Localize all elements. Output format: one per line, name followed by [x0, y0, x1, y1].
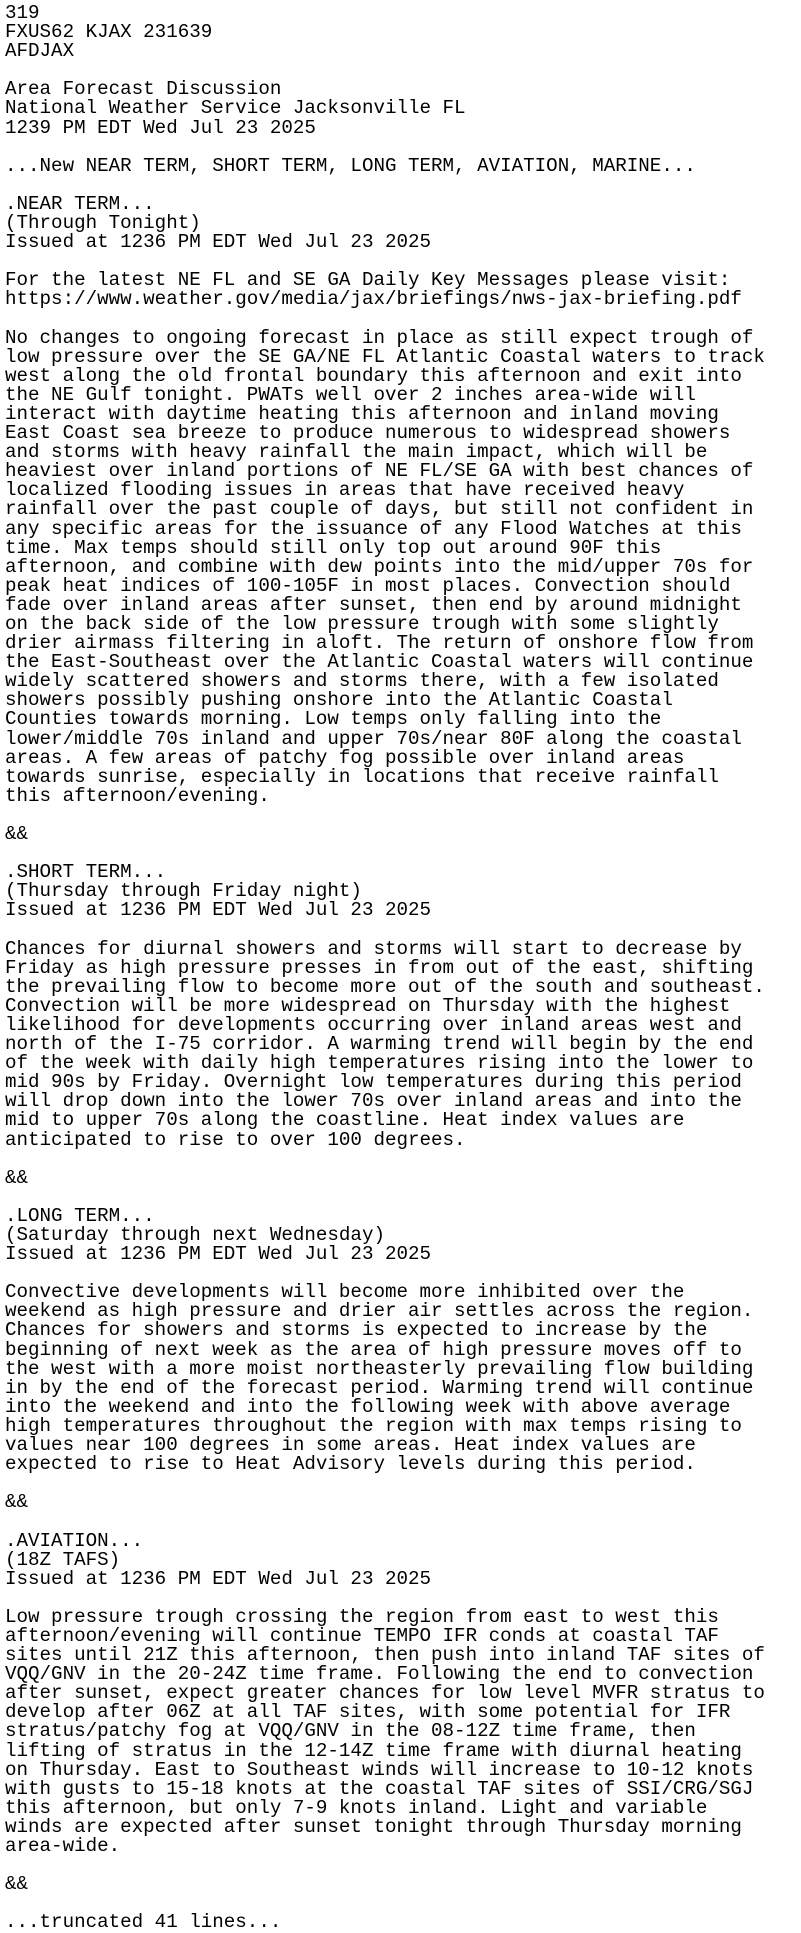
text-line: && [5, 1873, 29, 1896]
text-line: 1239 PM EDT Wed Jul 23 2025 [5, 116, 316, 139]
text-line: will drop down into the lower 70s over inland areas and into the [5, 1090, 742, 1113]
text-line: and storms with heavy rainfall the main impact, which will be [5, 441, 708, 464]
text-line: Issued at 1236 PM EDT Wed Jul 23 2025 [5, 231, 432, 254]
text-line: with gusts to 15-18 knots at the coastal TAF sites of SSI/CRG/SGJ [5, 1777, 754, 1800]
text-line: .LONG TERM... [5, 1204, 155, 1227]
text-line: beginning of next week as the area of high pressure moves off to [5, 1338, 742, 1361]
text-line: the NE Gulf tonight. PWATs well over 2 inches area-wide will [5, 383, 696, 406]
text-line: high temperatures throughout the region with max temps rising to [5, 1414, 742, 1437]
text-line: Friday as high pressure presses in from out of the east, shifting [5, 956, 754, 979]
text-line: mid 90s by Friday. Overnight low temperatures during this period [5, 1071, 742, 1094]
text-line: For the latest NE FL and SE GA Daily Key Messages please visit: [5, 269, 731, 292]
text-line: weekend as high pressure and drier air settles across the region. [5, 1300, 754, 1323]
text-line: this afternoon, but only 7-9 knots inland. Light and variable [5, 1796, 708, 1819]
text-line: area-wide. [5, 1835, 121, 1857]
text-line: any specific areas for the issuance of any Flood Watches at this [5, 517, 742, 540]
text-line: the prevailing flow to become more out of the south and southeast. [5, 975, 765, 998]
text-line: && [5, 1166, 29, 1189]
text-line: on Thursday. East to Southeast winds will increase to 10-12 knots [5, 1758, 754, 1781]
text-line: north of the I-75 corridor. A warming trend will begin by the end [5, 1033, 754, 1056]
text-line: https://www.weather.gov/media/jax/briefings/nws-jax-briefing.pdf [5, 288, 742, 311]
text-line: (Saturday through next Wednesday) [5, 1224, 385, 1246]
text-line: (18Z TAFS) [5, 1548, 121, 1571]
text-line: localized flooding issues in areas that have received heavy [5, 479, 685, 502]
text-line: sites until 21Z this afternoon, then push into inland TAF sites of [5, 1644, 765, 1667]
text-line: the East-Southeast over the Atlantic Coastal waters will continue [5, 651, 754, 674]
text-line: No changes to ongoing forecast in place as still expect trough of [5, 326, 754, 349]
text-line: Chances for showers and storms is expected to increase by the [5, 1319, 708, 1342]
text-line: winds are expected after sunset tonight through Thursday morning [5, 1815, 742, 1838]
text-line: likelihood for developments occurring over inland areas west and [5, 1013, 742, 1036]
text-line: Chances for diurnal showers and storms will start to decrease by [5, 937, 742, 960]
text-line: AFDJAX [5, 40, 75, 63]
text-line: time. Max temps should still only top out around 90F this [5, 536, 662, 559]
text-line: fade over inland areas after sunset, then end by around midnight [5, 593, 742, 616]
text-line: FXUS62 KJAX 231639 [5, 21, 213, 44]
text-line: this afternoon/evening. [5, 784, 270, 807]
text-line: .SHORT TERM... [5, 861, 167, 884]
text-line: heaviest over inland portions of NE FL/SE GA with best chances of [5, 460, 754, 483]
text-line: develop after 06Z at all TAF sites, with some potential for IFR [5, 1701, 731, 1724]
text-line: Low pressure trough crossing the region from east to west this [5, 1605, 719, 1628]
text-line: interact with daytime heating this afternoon and inland moving [5, 402, 719, 425]
text-line: widely scattered showers and storms there, with a few isolated [5, 670, 719, 693]
text-line: on the back side of the low pressure trough with some slightly [5, 613, 719, 635]
text-line: && [5, 823, 29, 846]
text-line: Convective developments will become more inhibited over the [5, 1281, 685, 1304]
text-line: Issued at 1236 PM EDT Wed Jul 23 2025 [5, 1567, 432, 1590]
text-line: low pressure over the SE GA/NE FL Atlantic Coastal waters to track [5, 345, 765, 368]
text-line: East Coast sea breeze to produce numerous to widespread showers [5, 422, 731, 445]
text-line: Convection will be more widespread on Thursday with the highest [5, 994, 731, 1017]
text-line: 319 [5, 2, 40, 24]
text-line: rainfall over the past couple of days, but still not confident in [5, 498, 754, 521]
text-line: afternoon, and combine with dew points into the mid/upper 70s for [5, 555, 754, 578]
text-line: && [5, 1491, 29, 1514]
text-line: .NEAR TERM... [5, 192, 155, 215]
text-line: towards sunrise, especially in locations that receive rainfall [5, 765, 719, 788]
text-line: the west with a more moist northeasterly prevailing flow building [5, 1357, 754, 1380]
text-line: values near 100 degrees in some areas. Heat index values are [5, 1434, 696, 1457]
text-line: (Thursday through Friday night) [5, 880, 362, 903]
text-line: ...truncated 41 lines... [5, 1911, 282, 1933]
text-line: west along the old frontal boundary this afternoon and exit into [5, 364, 742, 387]
text-line: VQQ/GNV in the 20-24Z time frame. Following the end to convection [5, 1663, 754, 1686]
text-line: Area Forecast Discussion [5, 78, 282, 101]
text-line: drier airmass filtering in aloft. The return of onshore flow from [5, 632, 754, 655]
text-line: after sunset, expect greater chances for low level MVFR stratus to [5, 1682, 765, 1705]
text-line: mid to upper 70s along the coastline. Heat index values are [5, 1109, 685, 1132]
text-line: (Through Tonight) [5, 212, 201, 235]
text-line: anticipated to rise to over 100 degrees. [5, 1128, 466, 1151]
text-line: peak heat indices of 100-105F in most places. Convection should [5, 574, 731, 597]
text-line: Issued at 1236 PM EDT Wed Jul 23 2025 [5, 1243, 432, 1266]
text-line: stratus/patchy fog at VQQ/GNV in the 08-12Z time frame, then [5, 1720, 696, 1743]
text-line: ...New NEAR TERM, SHORT TERM, LONG TERM, AVIATION, MARINE... [5, 154, 696, 177]
text-line: lifting of stratus in the 12-14Z time frame with diurnal heating [5, 1739, 742, 1762]
text-line: in by the end of the forecast period. Warming trend will continue [5, 1376, 754, 1399]
text-line: Issued at 1236 PM EDT Wed Jul 23 2025 [5, 899, 432, 922]
text-line: areas. A few areas of patchy fog possible over inland areas [5, 746, 685, 769]
text-line: .AVIATION... [5, 1529, 144, 1552]
text-line: of the week with daily high temperatures rising into the lower to [5, 1052, 754, 1075]
text-line: showers possibly pushing onshore into the Atlantic Coastal [5, 689, 673, 712]
text-line: into the weekend and into the following week with above average [5, 1395, 731, 1418]
text-line: expected to rise to Heat Advisory levels during this period. [5, 1453, 696, 1476]
text-line: afternoon/evening will continue TEMPO IFR conds at coastal TAF [5, 1624, 719, 1647]
text-line: Counties towards morning. Low temps only falling into the [5, 708, 662, 731]
text-line: National Weather Service Jacksonville FL [5, 97, 466, 120]
text-line: lower/middle 70s inland and upper 70s/near 80F along the coastal [5, 727, 742, 750]
